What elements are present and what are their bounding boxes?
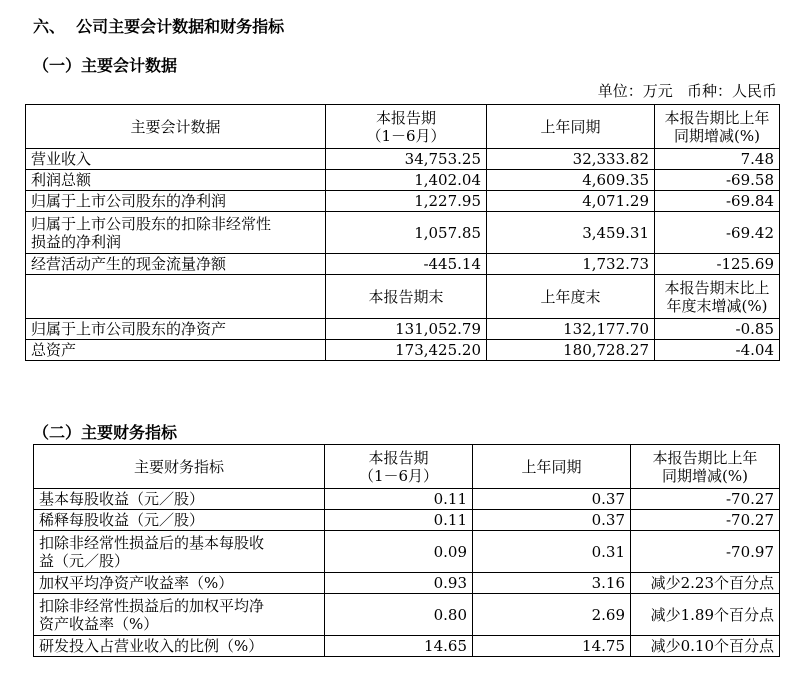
table-cell: 本报告期 （1－6月） — [326, 105, 487, 149]
table-cell: 4,609.35 — [487, 170, 655, 191]
table-row — [26, 149, 780, 170]
accounting-data-subtitle: （一）主要会计数据 — [33, 56, 178, 75]
table-row — [34, 573, 780, 594]
table-row — [34, 489, 780, 510]
table-cell: 本报告期比上年 同期增减(%) — [655, 105, 780, 149]
table-row — [34, 636, 780, 657]
table-cell: 0.93 — [325, 573, 473, 594]
table-cell: 上年同期 — [473, 445, 631, 489]
table-cell: 1,227.95 — [326, 191, 487, 212]
table-cell: 归属于上市公司股东的扣除非经常性 损益的净利润 — [26, 212, 326, 254]
table-cell: -4.04 — [655, 340, 780, 361]
table-cell: 180,728.27 — [487, 340, 655, 361]
table-cell: 131,052.79 — [326, 319, 487, 340]
table-cell — [26, 275, 326, 319]
table-cell: 34,753.25 — [326, 149, 487, 170]
table-cell: 本报告期 （1－6月） — [325, 445, 473, 489]
accounting-data-table — [25, 104, 780, 361]
unit-currency-note: 单位：万元 币种：人民币 — [597, 82, 777, 100]
table-cell: 上年度末 — [487, 275, 655, 319]
table-cell: 1,057.85 — [326, 212, 487, 254]
table-cell: 上年同期 — [487, 105, 655, 149]
table-cell: 4,071.29 — [487, 191, 655, 212]
table-cell: 减少1.89个百分点 — [631, 594, 780, 636]
table-cell: 主要会计数据 — [26, 105, 326, 149]
table-cell: -70.97 — [631, 531, 780, 573]
table-cell: 32,333.82 — [487, 149, 655, 170]
table-cell: 0.11 — [325, 510, 473, 531]
table-cell: 稀释每股收益（元／股） — [34, 510, 325, 531]
table-row — [34, 531, 780, 573]
table-cell: 归属于上市公司股东的净资产 — [26, 319, 326, 340]
table-cell: 0.31 — [473, 531, 631, 573]
table-cell: -69.58 — [655, 170, 780, 191]
table-cell: -125.69 — [655, 254, 780, 275]
header-row — [26, 275, 780, 319]
table-cell: -69.84 — [655, 191, 780, 212]
table-cell: 研发投入占营业收入的比例（%） — [34, 636, 325, 657]
table-cell: 3,459.31 — [487, 212, 655, 254]
table-cell: 3.16 — [473, 573, 631, 594]
table-cell: 0.09 — [325, 531, 473, 573]
table-cell: 营业收入 — [26, 149, 326, 170]
table-cell: 本报告期比上年 同期增减(%) — [631, 445, 780, 489]
table-row — [34, 594, 780, 636]
table-cell: 2.69 — [473, 594, 631, 636]
table-cell: 基本每股收益（元／股） — [34, 489, 325, 510]
table-row — [26, 191, 780, 212]
table-cell: 加权平均净资产收益率（%） — [34, 573, 325, 594]
header-row — [26, 105, 780, 149]
table-cell: 经营活动产生的现金流量净额 — [26, 254, 326, 275]
table-cell: -445.14 — [326, 254, 487, 275]
header-row — [34, 445, 780, 489]
table-cell: 173,425.20 — [326, 340, 487, 361]
table-cell: 0.11 — [325, 489, 473, 510]
financial-indicators-table — [33, 444, 780, 657]
table-cell: -70.27 — [631, 510, 780, 531]
table-cell: 0.37 — [473, 510, 631, 531]
table-cell: 总资产 — [26, 340, 326, 361]
table-cell: 本报告期末 — [326, 275, 487, 319]
financial-indicators-subtitle: （二）主要财务指标 — [33, 423, 178, 442]
table-cell: 132,177.70 — [487, 319, 655, 340]
table-row — [26, 170, 780, 191]
table-row — [26, 212, 780, 254]
table-cell: -0.85 — [655, 319, 780, 340]
table-cell: 0.80 — [325, 594, 473, 636]
table-cell: 扣除非经常性损益后的基本每股收 益（元／股） — [34, 531, 325, 573]
table-cell: 0.37 — [473, 489, 631, 510]
table-cell: 利润总额 — [26, 170, 326, 191]
table-row — [26, 340, 780, 361]
table-cell: 扣除非经常性损益后的加权平均净 资产收益率（%） — [34, 594, 325, 636]
table-cell: 主要财务指标 — [34, 445, 325, 489]
section-title: 六、 公司主要会计数据和财务指标 — [33, 17, 285, 36]
table-cell: 14.75 — [473, 636, 631, 657]
table-row — [26, 319, 780, 340]
table-cell: 本报告期末比上 年度末增减(%) — [655, 275, 780, 319]
table-cell: 1,402.04 — [326, 170, 487, 191]
table-cell: 减少2.23个百分点 — [631, 573, 780, 594]
table-cell: -69.42 — [655, 212, 780, 254]
table-cell: 7.48 — [655, 149, 780, 170]
table-cell: 归属于上市公司股东的净利润 — [26, 191, 326, 212]
table-row — [26, 254, 780, 275]
table-cell: 减少0.10个百分点 — [631, 636, 780, 657]
table-cell: 14.65 — [325, 636, 473, 657]
table-cell: 1,732.73 — [487, 254, 655, 275]
table-row — [34, 510, 780, 531]
table-cell: -70.27 — [631, 489, 780, 510]
